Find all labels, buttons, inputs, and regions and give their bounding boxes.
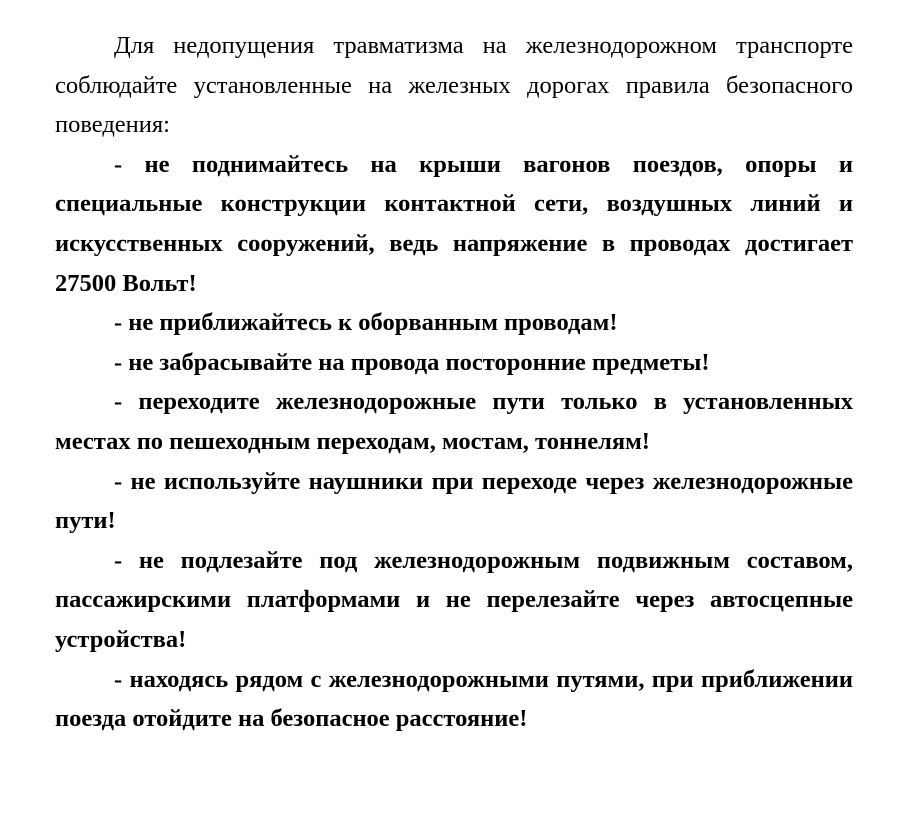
rule-headphones: - не используйте наушники при переходе через железнодорожные пути!	[55, 467, 853, 535]
rule-throwing-objects: - не забрасывайте на провода посторонние предметы!	[114, 348, 710, 376]
rule-crawling-under: - не подлезайте под железнодорожным подвижным составом, пассажирскими платформами и не перелезайте через автосцепные устройства!	[55, 546, 853, 653]
rule-crossing-tracks: - переходите железнодорожные пути только в установленных местах по пешеходным переходам, мостам, тоннелям!	[55, 388, 853, 455]
intro-paragraph: Для недопущения травматизма на железнодорожном транспорте соблюдайте установленные на железных дорогах правила безопасного поведения:	[55, 32, 853, 139]
rule-broken-wires: - не приближайтесь к оборванным проводам!	[114, 309, 618, 337]
rule-safe-distance: - находясь рядом с железнодорожными путями, при приближении поезда отойдите на безопасное расстояние!	[55, 665, 853, 733]
document-body	[55, 26, 853, 739]
rule-roofs-and-supports: - не поднимайтесь на крыши вагонов поездов, опоры и специальные конструкции контактной сети, воздушных линий и искусственных сооружений, ведь напряжение в проводах достигает 27500 Вольт!	[55, 150, 853, 297]
